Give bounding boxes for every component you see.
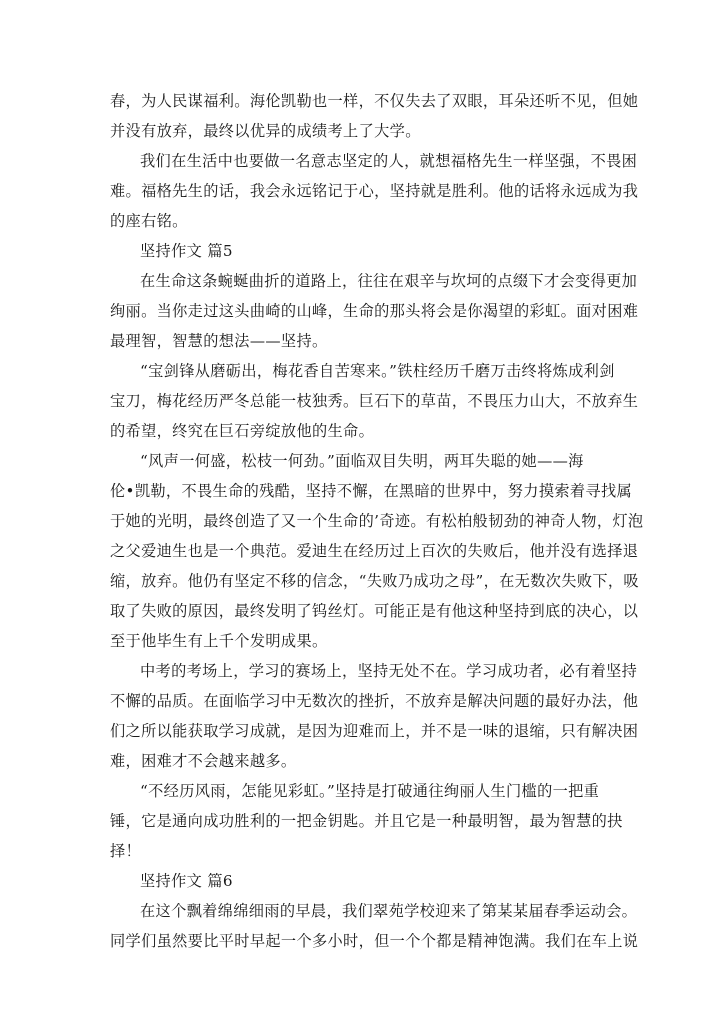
text-line: 同学们虽然要比平时早起一个多小时，但一个个都是精神饱满。我们在车上说 xyxy=(110,932,639,950)
text-line: 缩，放弃。他仍有坚定不移的信念，“失败乃成功之母”，在无数次失败下，吸 xyxy=(110,572,639,590)
text-line: 的座右铭。 xyxy=(110,212,188,230)
text-line: 之父爱迪生也是一个典范。爱迪生在经历过上百次的失败后，他并没有选择退 xyxy=(110,542,639,560)
text-line: 并没有放弃，最终以优异的成绩考上了大学。 xyxy=(110,122,421,140)
text-line: 难，困难才不会越来越多。 xyxy=(110,752,297,770)
text-line: 中考的考场上，学习的赛场上，坚持无处不在。学习成功者，必有着坚持 xyxy=(140,662,638,680)
text-line: 不懈的品质。在面临学习中无数次的挫折，不放弃是解决问题的最好办法，他 xyxy=(110,692,639,710)
text-line: 们之所以能获取学习成就，是因为迎难而上，并不是一味的退缩，只有解决困 xyxy=(110,722,639,740)
text-line: “风声一何盛，松枝一何劲。”面临双目失明，两耳失聪的她——海 xyxy=(140,452,584,470)
text-line: 最理智，智慧的想法——坚持。 xyxy=(110,332,328,350)
text-line: 春，为人民谋福利。海伦凯勒也一样，不仅失去了双眼，耳朵还听不见，但她 xyxy=(110,92,639,110)
document-body xyxy=(110,86,644,956)
text-line: 伦•凯勒，不畏生命的残酷，坚持不懈，在黑暗的世界中，努力摸索着寻找属 xyxy=(110,482,633,500)
text-line: 宝刀，梅花经历严冬总能一枝独秀。巨石下的草苗，不畏压力山大，不放弃生 xyxy=(110,392,639,410)
text-line: “不经历风雨，怎能见彩虹。”坚持是打破通往绚丽人生门槛的一把重 xyxy=(140,782,600,800)
text-line: 绚丽。当你走过这头曲崎的山峰，生命的那头将会是你渴望的彩虹。面对困难 xyxy=(110,302,639,320)
text-line: 取了失败的原因，最终发明了钨丝灯。可能正是有他这种坚持到底的决心，以 xyxy=(110,602,639,620)
text-line: 的希望，终究在巨石旁绽放他的生命。 xyxy=(110,422,375,440)
text-line: 我们在生活中也要做一名意志坚定的人，就想福格先生一样坚强，不畏困 xyxy=(140,152,638,170)
text-line: 至于他毕生有上千个发明成果。 xyxy=(110,632,328,650)
text-line: 锤，它是通向成功胜利的一把金钥匙。并且它是一种最明智，最为智慧的抉 xyxy=(110,812,623,830)
text-line: “宝剑锋从磨砺出，梅花香自苦寒来。”铁柱经历千磨万击终将炼成利剑 xyxy=(140,362,615,380)
section-heading: 坚持作文 篇6 xyxy=(140,872,233,890)
text-line: 择！ xyxy=(110,842,142,860)
text-line: 难。福格先生的话，我会永远铭记于心，坚持就是胜利。他的话将永远成为我 xyxy=(110,182,639,200)
section-heading: 坚持作文 篇5 xyxy=(140,242,233,260)
text-line: 在生命这条蜿蜒曲折的道路上，往往在艰辛与坎坷的点缀下才会变得更加 xyxy=(140,272,638,290)
text-line: 在这个飘着绵绵细雨的早晨，我们翠苑学校迎来了第某某届春季运动会。 xyxy=(140,902,638,920)
text-line: 于她的光明，最终创造了又一个生命的’奇迹。有松柏般韧劲的神奇人物，灯泡 xyxy=(110,512,644,530)
